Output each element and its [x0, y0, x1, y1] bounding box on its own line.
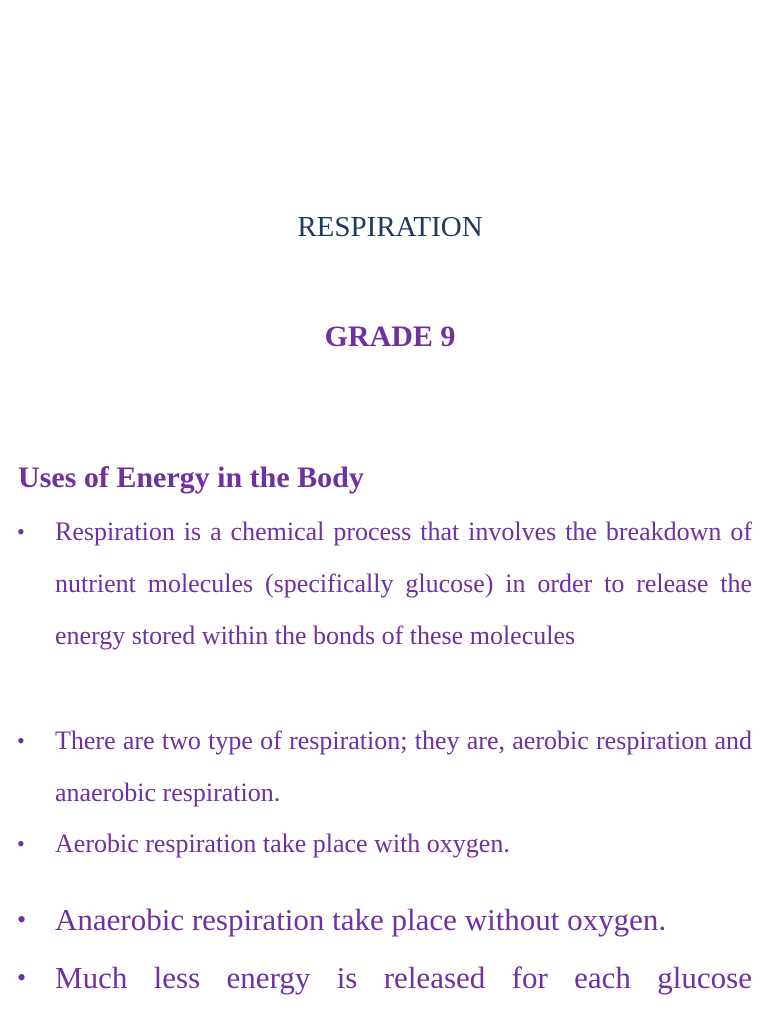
- bullet-text: There are two type of respiration; they are, aerobic respiration and anaerobic respiration.: [55, 726, 752, 807]
- bullet-point-icon: •: [17, 963, 27, 992]
- bullet-point-icon: •: [17, 519, 25, 544]
- bullet-text: Much less energy is released for each glucose: [55, 960, 752, 995]
- section-heading: Uses of Energy in the Body: [18, 461, 364, 494]
- bullet-point-icon: •: [17, 905, 27, 934]
- grade-title: GRADE 9: [324, 320, 456, 353]
- bullet-text: Respiration is a chemical process that involves the breakdown of nutrient molecules (specifically glucose) in order to release the energy stored within the bonds of these molecules: [55, 517, 752, 650]
- bullet-item-anaerobic: [0, 891, 768, 949]
- bullet-point-icon: •: [17, 831, 25, 856]
- bullet-item-aerobic: [0, 818, 768, 870]
- document-title: RESPIRATION: [297, 211, 483, 243]
- bullet-item-respiration-definition: [0, 506, 768, 714]
- bullet-point-icon: •: [17, 728, 25, 753]
- bullet-item-respiration-types: [0, 715, 768, 819]
- bullet-item-energy-release: [0, 949, 768, 1024]
- bullet-text: Aerobic respiration take place with oxygen.: [55, 829, 510, 858]
- bullet-text: Anaerobic respiration take place without oxygen.: [55, 902, 667, 937]
